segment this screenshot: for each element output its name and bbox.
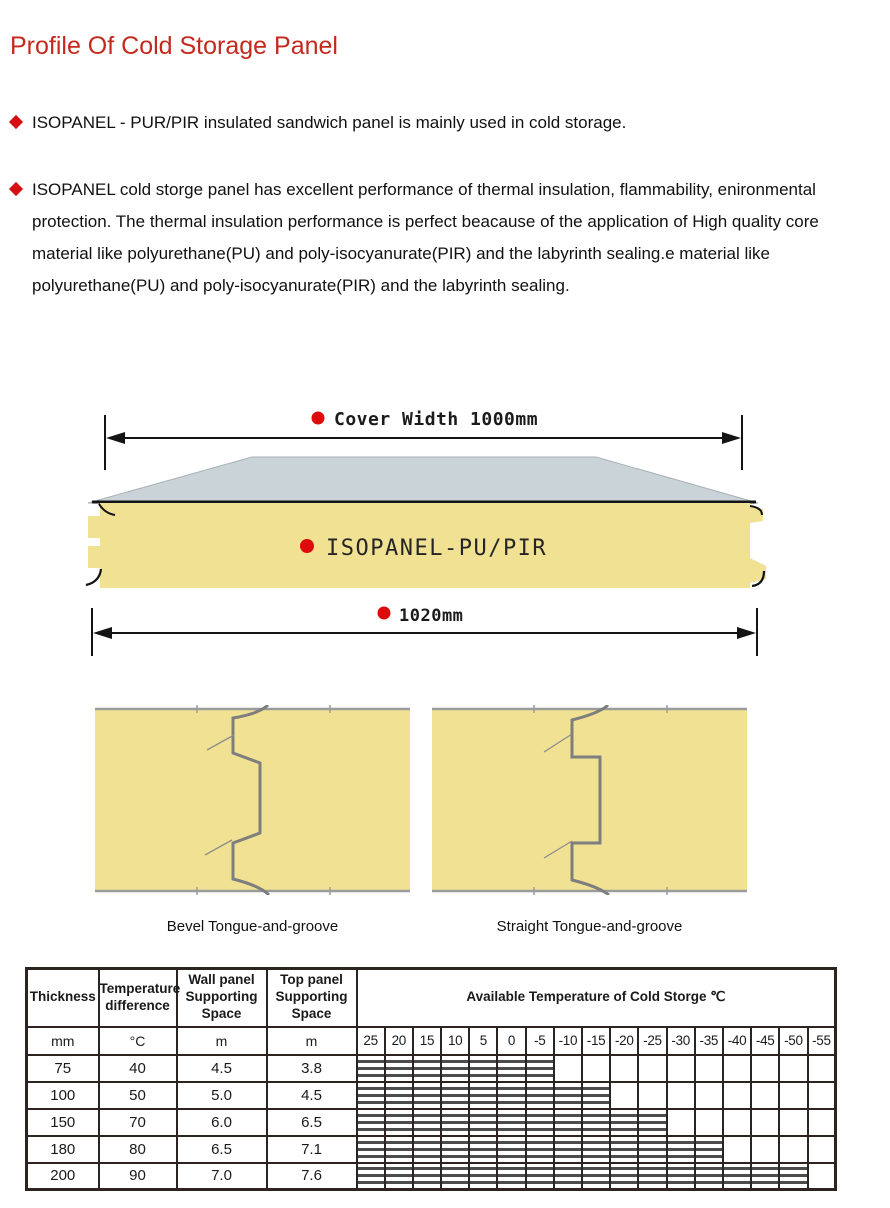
temp-range-empty-cell <box>554 1055 582 1082</box>
temp-range-bar <box>470 1060 496 1077</box>
temp-range-bar <box>358 1141 384 1158</box>
temp-range-bar <box>668 1167 694 1184</box>
temp-range-bar <box>527 1167 553 1184</box>
col-header-top-panel: Top panel Supporting Space <box>267 969 357 1027</box>
temp-range-bar-cell <box>441 1136 469 1163</box>
temp-range-empty-cell <box>808 1136 836 1163</box>
table-cell: 75 <box>27 1055 99 1082</box>
temp-range-bar <box>611 1114 637 1131</box>
temp-range-bar <box>724 1167 750 1184</box>
temp-range-bar <box>442 1060 468 1077</box>
temp-col-header: -15 <box>582 1027 610 1055</box>
temp-range-bar <box>498 1167 524 1184</box>
temp-range-bar-cell <box>723 1163 751 1190</box>
temp-range-bar <box>358 1087 384 1104</box>
temp-range-bar <box>386 1141 412 1158</box>
temp-col-header: -20 <box>610 1027 638 1055</box>
temp-col-header: 20 <box>385 1027 413 1055</box>
temp-col-header: -40 <box>723 1027 751 1055</box>
temp-range-empty-cell <box>779 1055 807 1082</box>
table-cell: 3.8 <box>267 1055 357 1082</box>
temp-range-bar-cell <box>497 1163 525 1190</box>
temp-range-bar <box>498 1114 524 1131</box>
temp-range-bar <box>358 1114 384 1131</box>
table-cell: 80 <box>99 1136 177 1163</box>
temp-range-bar <box>442 1087 468 1104</box>
temp-range-bar <box>583 1167 609 1184</box>
temp-range-bar-cell <box>413 1109 441 1136</box>
temp-range-bar-cell <box>469 1082 497 1109</box>
temp-range-bar <box>386 1114 412 1131</box>
panel-profile-diagram <box>0 390 890 702</box>
table-cell: 7.1 <box>267 1136 357 1163</box>
temp-range-bar <box>583 1141 609 1158</box>
temp-col-header: -55 <box>808 1027 836 1055</box>
edge-hook-line <box>86 569 101 585</box>
temp-range-empty-cell <box>638 1082 666 1109</box>
arrowhead-right-icon <box>737 627 756 639</box>
temp-range-bar <box>583 1114 609 1131</box>
temp-col-header: 10 <box>441 1027 469 1055</box>
temp-range-bar-cell <box>695 1163 723 1190</box>
temp-col-header: -45 <box>751 1027 779 1055</box>
temp-range-bar <box>498 1087 524 1104</box>
table-cell: 7.0 <box>177 1163 267 1190</box>
table-row <box>27 1055 836 1082</box>
temp-range-bar <box>386 1167 412 1184</box>
temp-range-bar-cell <box>610 1163 638 1190</box>
temp-range-bar <box>442 1114 468 1131</box>
temp-range-empty-cell <box>610 1055 638 1082</box>
table-cell: 180 <box>27 1136 99 1163</box>
temp-range-bar-cell <box>526 1082 554 1109</box>
temp-range-bar-cell <box>582 1163 610 1190</box>
temp-range-bar <box>639 1141 665 1158</box>
temp-range-bar-cell <box>638 1109 666 1136</box>
panel-name-label: ISOPANEL-PU/PIR <box>326 536 548 561</box>
table-cell: 150 <box>27 1109 99 1136</box>
temp-range-bar-cell <box>441 1082 469 1109</box>
temp-range-empty-cell <box>667 1082 695 1109</box>
temp-range-bar-cell <box>554 1082 582 1109</box>
temp-range-bar-cell <box>638 1136 666 1163</box>
temp-range-bar-cell <box>610 1109 638 1136</box>
temp-range-empty-cell <box>723 1109 751 1136</box>
temp-range-empty-cell <box>695 1082 723 1109</box>
temp-range-bar-cell <box>638 1163 666 1190</box>
temp-col-header: -30 <box>667 1027 695 1055</box>
arrowhead-left-icon <box>106 432 125 444</box>
temp-range-bar <box>386 1060 412 1077</box>
temp-range-bar-cell <box>497 1082 525 1109</box>
col-header-wall-panel: Wall panel Supporting Space <box>177 969 267 1027</box>
temp-range-bar-cell <box>413 1055 441 1082</box>
bullet-item <box>11 174 867 302</box>
temp-range-bar <box>527 1141 553 1158</box>
table-cell: 6.5 <box>177 1136 267 1163</box>
temp-range-bar-cell <box>695 1136 723 1163</box>
temp-range-bar-cell <box>582 1109 610 1136</box>
temp-range-bar-cell <box>667 1136 695 1163</box>
temp-range-bar <box>442 1141 468 1158</box>
temp-range-bar-cell <box>413 1163 441 1190</box>
temp-range-bar <box>470 1114 496 1131</box>
bullet-text: ISOPANEL cold storge panel has excellent performance of thermal insulation, flammability, enironmental protection. The thermal insulation performance is perfect beacause of the application of High quality core material like polyurethane(PU) and poly-isocyanurate(PIR) and the labyrinth sealing.e material like polyurethane(PU) and poly-isocyanurate(PIR) and the labyrinth sealing. <box>32 180 819 295</box>
temp-range-bar <box>414 1114 440 1131</box>
temp-range-bar <box>358 1060 384 1077</box>
temp-col-header: -25 <box>638 1027 666 1055</box>
temp-range-bar-cell <box>582 1136 610 1163</box>
temp-range-bar <box>498 1141 524 1158</box>
temp-range-bar <box>780 1167 806 1184</box>
temp-range-bar-cell <box>385 1163 413 1190</box>
temp-range-bar <box>527 1060 553 1077</box>
diamond-bullet-icon <box>9 182 23 196</box>
temp-range-bar-cell <box>610 1136 638 1163</box>
temp-range-bar-cell <box>554 1109 582 1136</box>
temp-range-bar-cell <box>526 1109 554 1136</box>
temp-col-header: 0 <box>497 1027 525 1055</box>
table-row <box>27 1109 836 1136</box>
table-cell: 200 <box>27 1163 99 1190</box>
table-row <box>27 1082 836 1109</box>
diamond-bullet-icon <box>9 115 23 129</box>
col-header-temp-diff: Temperature difference <box>99 969 177 1027</box>
temp-range-bar <box>527 1114 553 1131</box>
temp-col-header: -35 <box>695 1027 723 1055</box>
unit-cell: °C <box>99 1027 177 1055</box>
table-units-row <box>27 1027 836 1055</box>
table-cell: 100 <box>27 1082 99 1109</box>
temp-range-bar <box>555 1141 581 1158</box>
temp-range-bar <box>414 1167 440 1184</box>
temp-range-bar-cell <box>441 1163 469 1190</box>
table-cell: 4.5 <box>267 1082 357 1109</box>
temp-range-empty-cell <box>667 1109 695 1136</box>
bullet-text: ISOPANEL - PUR/PIR insulated sandwich panel is mainly used in cold storage. <box>32 113 627 132</box>
temp-range-bar <box>639 1167 665 1184</box>
temp-range-empty-cell <box>751 1082 779 1109</box>
temp-range-empty-cell <box>610 1082 638 1109</box>
temp-range-bar <box>555 1087 581 1104</box>
temp-range-bar-cell <box>469 1055 497 1082</box>
bottom-width-label: 1020mm <box>399 606 464 626</box>
temp-range-empty-cell <box>667 1055 695 1082</box>
temp-range-bar <box>386 1087 412 1104</box>
temp-range-bar-cell <box>357 1055 385 1082</box>
temp-range-bar <box>696 1141 722 1158</box>
temp-range-bar-cell <box>667 1163 695 1190</box>
temp-range-bar <box>583 1087 609 1104</box>
unit-cell: m <box>267 1027 357 1055</box>
temp-range-empty-cell <box>751 1055 779 1082</box>
temp-range-bar <box>639 1114 665 1131</box>
cover-width-label: Cover Width 1000mm <box>334 409 539 430</box>
temp-range-bar-cell <box>469 1136 497 1163</box>
table-cell: 7.6 <box>267 1163 357 1190</box>
temp-range-bar <box>358 1167 384 1184</box>
temp-range-bar-cell <box>413 1082 441 1109</box>
straight-caption: Straight Tongue-and-groove <box>496 918 683 935</box>
temp-col-header: -5 <box>526 1027 554 1055</box>
temp-range-bar-cell <box>497 1109 525 1136</box>
col-header-available-temp: Available Temperature of Cold Storge ℃ <box>357 969 836 1027</box>
temp-range-empty-cell <box>638 1055 666 1082</box>
temp-range-bar-cell <box>554 1136 582 1163</box>
temp-range-empty-cell <box>695 1055 723 1082</box>
temp-col-header: 15 <box>413 1027 441 1055</box>
temp-range-bar-cell <box>385 1109 413 1136</box>
temp-range-bar-cell <box>441 1109 469 1136</box>
temp-range-empty-cell <box>751 1109 779 1136</box>
cross-section-core <box>95 708 410 892</box>
temp-range-bar <box>470 1141 496 1158</box>
temp-range-bar <box>414 1087 440 1104</box>
temp-range-bar <box>752 1167 778 1184</box>
temp-range-bar <box>668 1141 694 1158</box>
table-cell: 40 <box>99 1055 177 1082</box>
temp-range-empty-cell <box>779 1082 807 1109</box>
temp-range-empty-cell <box>808 1082 836 1109</box>
temp-range-bar-cell <box>469 1163 497 1190</box>
table-row <box>27 1163 836 1190</box>
temp-range-bar <box>442 1167 468 1184</box>
temp-range-bar <box>414 1141 440 1158</box>
table-cell: 6.5 <box>267 1109 357 1136</box>
table-cell: 6.0 <box>177 1109 267 1136</box>
table-cell: 4.5 <box>177 1055 267 1082</box>
temp-range-bar-cell <box>357 1082 385 1109</box>
temp-range-bar-cell <box>385 1055 413 1082</box>
temp-range-bar-cell <box>413 1136 441 1163</box>
temp-range-empty-cell <box>723 1082 751 1109</box>
table-header-row <box>27 969 836 1027</box>
temp-range-bar-cell <box>582 1082 610 1109</box>
temp-range-bar <box>470 1087 496 1104</box>
temp-range-bar-cell <box>441 1055 469 1082</box>
temp-range-empty-cell <box>751 1136 779 1163</box>
table-cell: 50 <box>99 1082 177 1109</box>
cross-section-core <box>432 708 747 892</box>
bullet-item <box>11 107 871 139</box>
temp-range-bar <box>555 1167 581 1184</box>
table-cell: 90 <box>99 1163 177 1190</box>
unit-cell: m <box>177 1027 267 1055</box>
bevel-caption: Bevel Tongue-and-groove <box>166 918 339 935</box>
temp-range-bar <box>470 1167 496 1184</box>
arrowhead-right-icon <box>722 432 741 444</box>
temp-range-bar-cell <box>357 1163 385 1190</box>
unit-cell: mm <box>27 1027 99 1055</box>
temp-col-header: 25 <box>357 1027 385 1055</box>
temp-col-header: -50 <box>779 1027 807 1055</box>
temp-range-empty-cell <box>779 1136 807 1163</box>
temp-range-bar <box>611 1141 637 1158</box>
arrowhead-left-icon <box>93 627 112 639</box>
temp-range-bar-cell <box>779 1163 807 1190</box>
temp-range-bar <box>696 1167 722 1184</box>
col-header-thickness: Thickness <box>27 969 99 1027</box>
temp-range-empty-cell <box>808 1055 836 1082</box>
temp-range-empty-cell <box>808 1109 836 1136</box>
red-dot-icon <box>378 607 391 620</box>
temp-range-bar-cell <box>469 1109 497 1136</box>
spec-table <box>25 967 837 1191</box>
table-row <box>27 1136 836 1163</box>
temp-col-header: 5 <box>469 1027 497 1055</box>
temp-range-bar-cell <box>357 1136 385 1163</box>
temp-range-bar-cell <box>526 1163 554 1190</box>
table-cell: 70 <box>99 1109 177 1136</box>
bevel-tongue-groove-image <box>95 705 410 895</box>
temp-range-bar-cell <box>385 1082 413 1109</box>
temp-range-empty-cell <box>582 1055 610 1082</box>
straight-tongue-groove-image <box>432 705 747 895</box>
temp-range-bar-cell <box>554 1163 582 1190</box>
temp-range-bar-cell <box>751 1163 779 1190</box>
panel-top-sheet <box>88 457 758 503</box>
temp-range-empty-cell <box>695 1109 723 1136</box>
temp-range-bar <box>414 1060 440 1077</box>
temp-range-empty-cell <box>808 1163 836 1190</box>
table-cell: 5.0 <box>177 1082 267 1109</box>
temp-range-empty-cell <box>723 1136 751 1163</box>
temp-range-bar-cell <box>497 1055 525 1082</box>
temp-range-bar-cell <box>526 1055 554 1082</box>
red-dot-icon <box>300 539 314 553</box>
temp-range-empty-cell <box>779 1109 807 1136</box>
temp-range-bar <box>555 1114 581 1131</box>
temp-range-bar-cell <box>357 1109 385 1136</box>
temp-range-bar-cell <box>526 1136 554 1163</box>
page-title: Profile Of Cold Storage Panel <box>10 32 338 60</box>
temp-range-bar <box>498 1060 524 1077</box>
temp-range-bar-cell <box>497 1136 525 1163</box>
temp-range-bar-cell <box>385 1136 413 1163</box>
temp-range-bar <box>611 1167 637 1184</box>
temp-range-empty-cell <box>723 1055 751 1082</box>
temp-range-bar <box>527 1087 553 1104</box>
red-dot-icon <box>312 412 325 425</box>
temp-col-header: -10 <box>554 1027 582 1055</box>
